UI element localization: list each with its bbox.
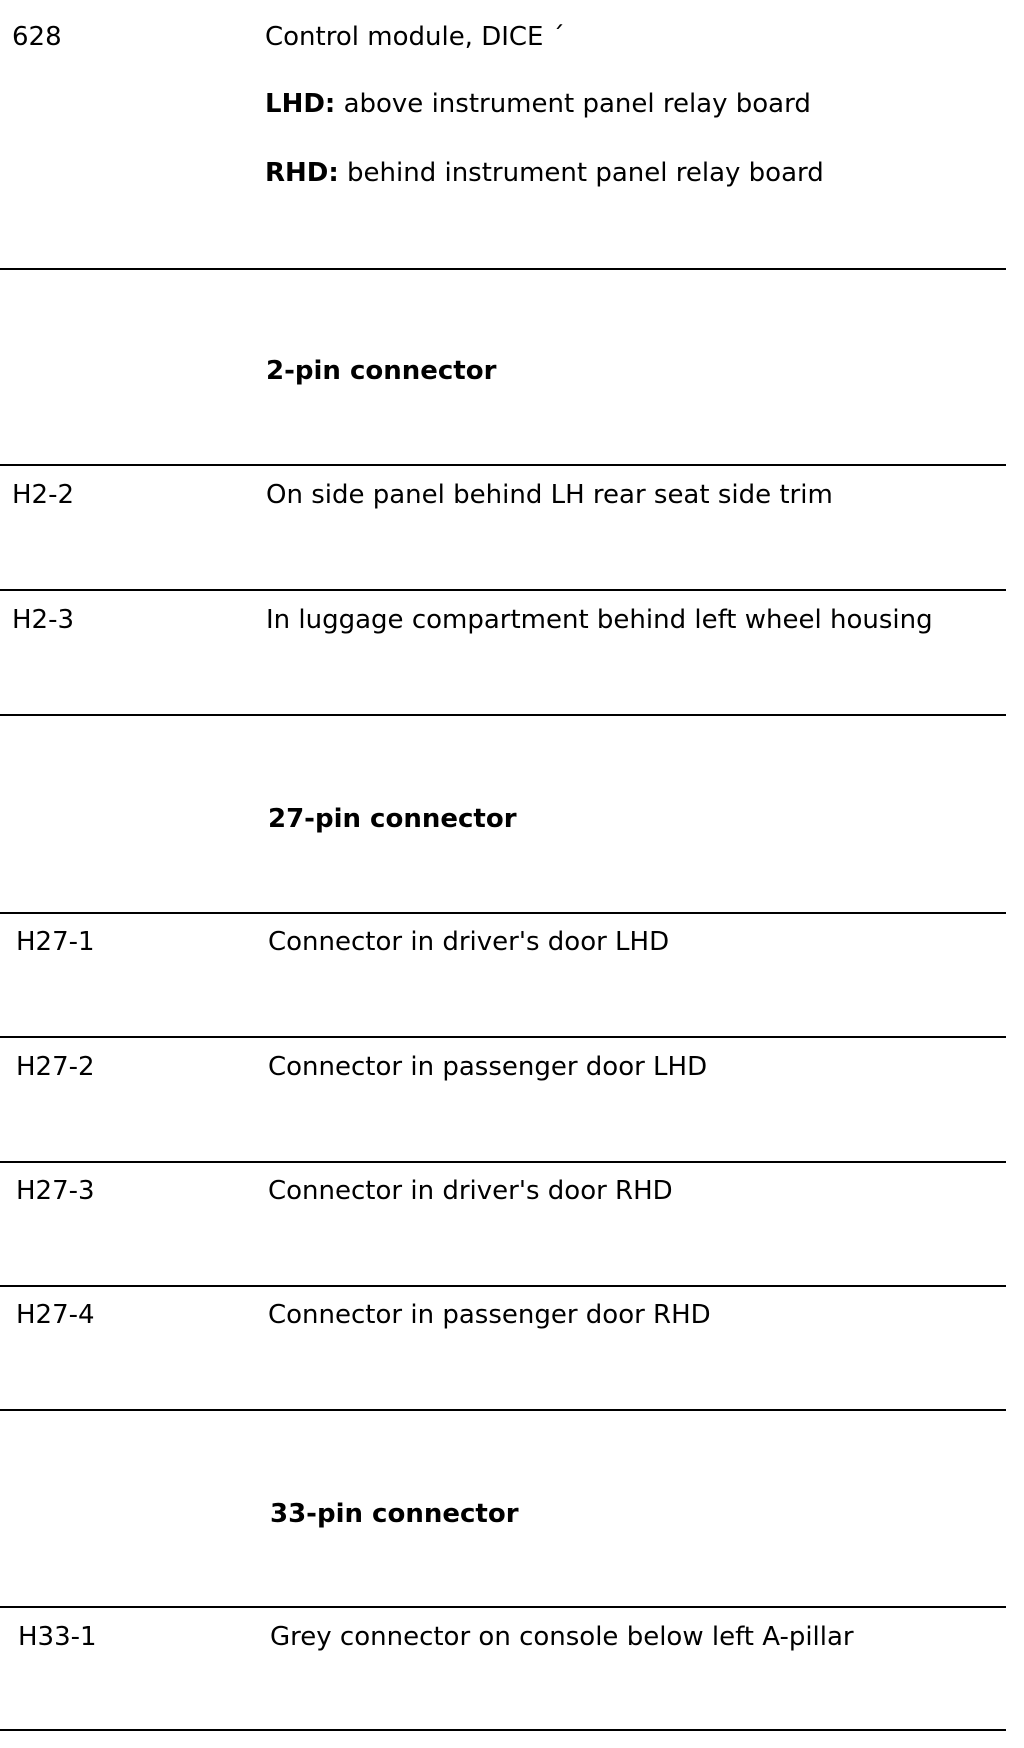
- row-code: H27-3: [16, 1176, 95, 1206]
- row-code: H2-2: [12, 480, 75, 510]
- row-location: Grey connector on console below left A-pillar: [270, 1622, 854, 1652]
- divider: [0, 464, 1006, 466]
- divider: [0, 589, 1006, 591]
- rhd-text: behind instrument panel relay board: [338, 158, 824, 188]
- row-code: H2-3: [12, 605, 75, 635]
- section-heading: 2-pin connector: [266, 356, 497, 386]
- divider: [0, 1036, 1006, 1038]
- divider: [0, 1285, 1006, 1287]
- divider: [0, 1606, 1006, 1608]
- row-location: Connector in passenger door LHD: [268, 1052, 708, 1082]
- component-code: 628: [12, 22, 62, 52]
- row-location: Connector in driver's door RHD: [268, 1176, 673, 1206]
- row-location: On side panel behind LH rear seat side trim: [266, 480, 833, 510]
- row-code: H27-2: [16, 1052, 95, 1082]
- component-name: Control module, DICE ˊ: [265, 22, 565, 52]
- row-location: In luggage compartment behind left wheel housing: [266, 605, 933, 635]
- row-code: H33-1: [18, 1622, 97, 1652]
- section-heading: 33-pin connector: [270, 1499, 519, 1529]
- divider: [0, 1161, 1006, 1163]
- rhd-label: RHD:: [265, 158, 339, 188]
- divider: [0, 1729, 1006, 1731]
- divider: [0, 912, 1006, 914]
- divider: [0, 714, 1006, 716]
- row-location: Connector in driver's door LHD: [268, 927, 670, 957]
- section-heading: 27-pin connector: [268, 804, 517, 834]
- divider: [0, 1409, 1006, 1411]
- lhd-text: above instrument panel relay board: [335, 89, 811, 119]
- row-location: Connector in passenger door RHD: [268, 1300, 711, 1330]
- lhd-label: LHD:: [265, 89, 336, 119]
- row-code: H27-1: [16, 927, 95, 957]
- divider: [0, 268, 1006, 270]
- rhd-location: [265, 160, 824, 186]
- lhd-location: [265, 91, 811, 117]
- row-code: H27-4: [16, 1300, 95, 1330]
